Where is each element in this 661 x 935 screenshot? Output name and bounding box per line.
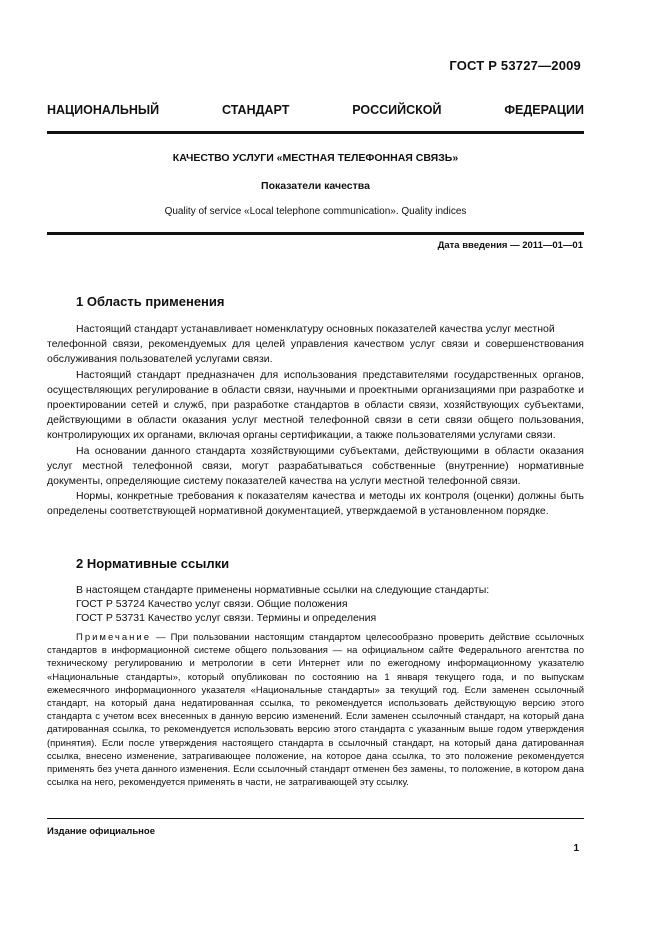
section-1-body (47, 322, 584, 520)
english-title: Quality of service «Local telephone communication». Quality indices (164, 206, 467, 217)
footer-rule (47, 818, 584, 819)
scope-paragraph-3: На основании данного стандарта хозяйствующими субъектами, действующими в области оказания услуг местной телефонной связи, могут разрабатываться собственные (внутренние) нормативные документы, определяющие систему показателей качества на услуги местной телефонной связи. (47, 444, 584, 488)
page-number: 1 (573, 843, 579, 854)
reference-note (47, 631, 584, 789)
section-2-heading: 2 Нормативные ссылки (76, 556, 230, 571)
official-edition-label: Издание официальное (47, 826, 155, 837)
note-label: Примечание (76, 632, 151, 643)
references-intro: В настоящем стандарте применены нормативные ссылки на следующие стандарты: (76, 584, 490, 596)
title-rule (47, 232, 584, 235)
scope-paragraph-1a: Настоящий стандарт устанавливает номенклатуру основных показателей качества услуг местной (76, 323, 555, 335)
document-subtitle: Показатели качества (261, 180, 370, 192)
reference-item: ГОСТ Р 53724 Качество услуг связи. Общие положения (76, 598, 348, 610)
reference-item: ГОСТ Р 53731 Качество услуг связи. Термины и определения (76, 612, 377, 624)
standard-number: ГОСТ Р 53727—2009 (449, 58, 581, 73)
scope-paragraph-1b: телефонной связи, рекомендуемых для целей управления качеством услуг связи и совершенствования обслуживания пользователей услугами связи. (47, 338, 584, 366)
note-text: — При пользовании настоящим стандартом целесообразно проверить действие ссылочных стандартов в информационной системе общего пользования — на официальном сайте Федерального агентства по техническому регулированию и метрологии в сети Интернет или по ежегодному информационному указателю «Национальные стандарты», который опубликован по состоянию на 1 января текущего года, и по выпускам ежемесячного информационного указателя «Национальные стандарты» за текущий год. Если заменен ссылочный стандарт, на который дана недатированная ссылка, то рекомендуется использовать действующую версию этого стандарта с учетом всех внесенных в данную версию изменений. Если заменен ссылочный стандарт, на который дана датированная ссылка, то рекомендуется использовать версию этого стандарта с указанным выше годом утверждения (принятия). Если после утверждения настоящего стандарта в ссылочный стандарт, на который дана датированная ссылка, внесено изменение, затрагивающее положение, на которое дана ссылка, то это положение рекомендуется применять без учета данного изменения. Если ссылочный стандарт отменен без замены, то положение, в котором дана ссылка на него, рекомендуется применять в части, не затрагивающей эту ссылку. (47, 632, 584, 789)
scope-paragraph-2: Настоящий стандарт предназначен для использования представителями государственных органов, осуществляющих регулирование в области связи, научными и проектными организациями при разработке и проектировании сетей и служб, при разработке стандартов в области связи, хозяйствующих субъектами, действующими в области оказания услуг местной телефонной связи в сети связи общего пользования, контролирующих их органами, включая органы сертификации, а также пользователями услугами связи. (47, 368, 584, 442)
introduction-date: Дата введения — 2011—01—01 (437, 240, 583, 251)
document-title: КАЧЕСТВО УСЛУГИ «МЕСТНАЯ ТЕЛЕФОННАЯ СВЯЗЬ» (172, 152, 459, 164)
header-rule (47, 131, 584, 134)
section-1-heading: 1 Область применения (76, 294, 225, 309)
national-standard-title: НАЦИОНАЛЬНЫЙ СТАНДАРТ РОССИЙСКОЙ ФЕДЕРАЦИИ (47, 103, 584, 117)
scope-paragraph-4: Нормы, конкретные требования к показателям качества и методы их контроля (оценки) должны быть определены соответствующей нормативной документацией, утверждаемой в установленном порядке. (47, 490, 584, 518)
